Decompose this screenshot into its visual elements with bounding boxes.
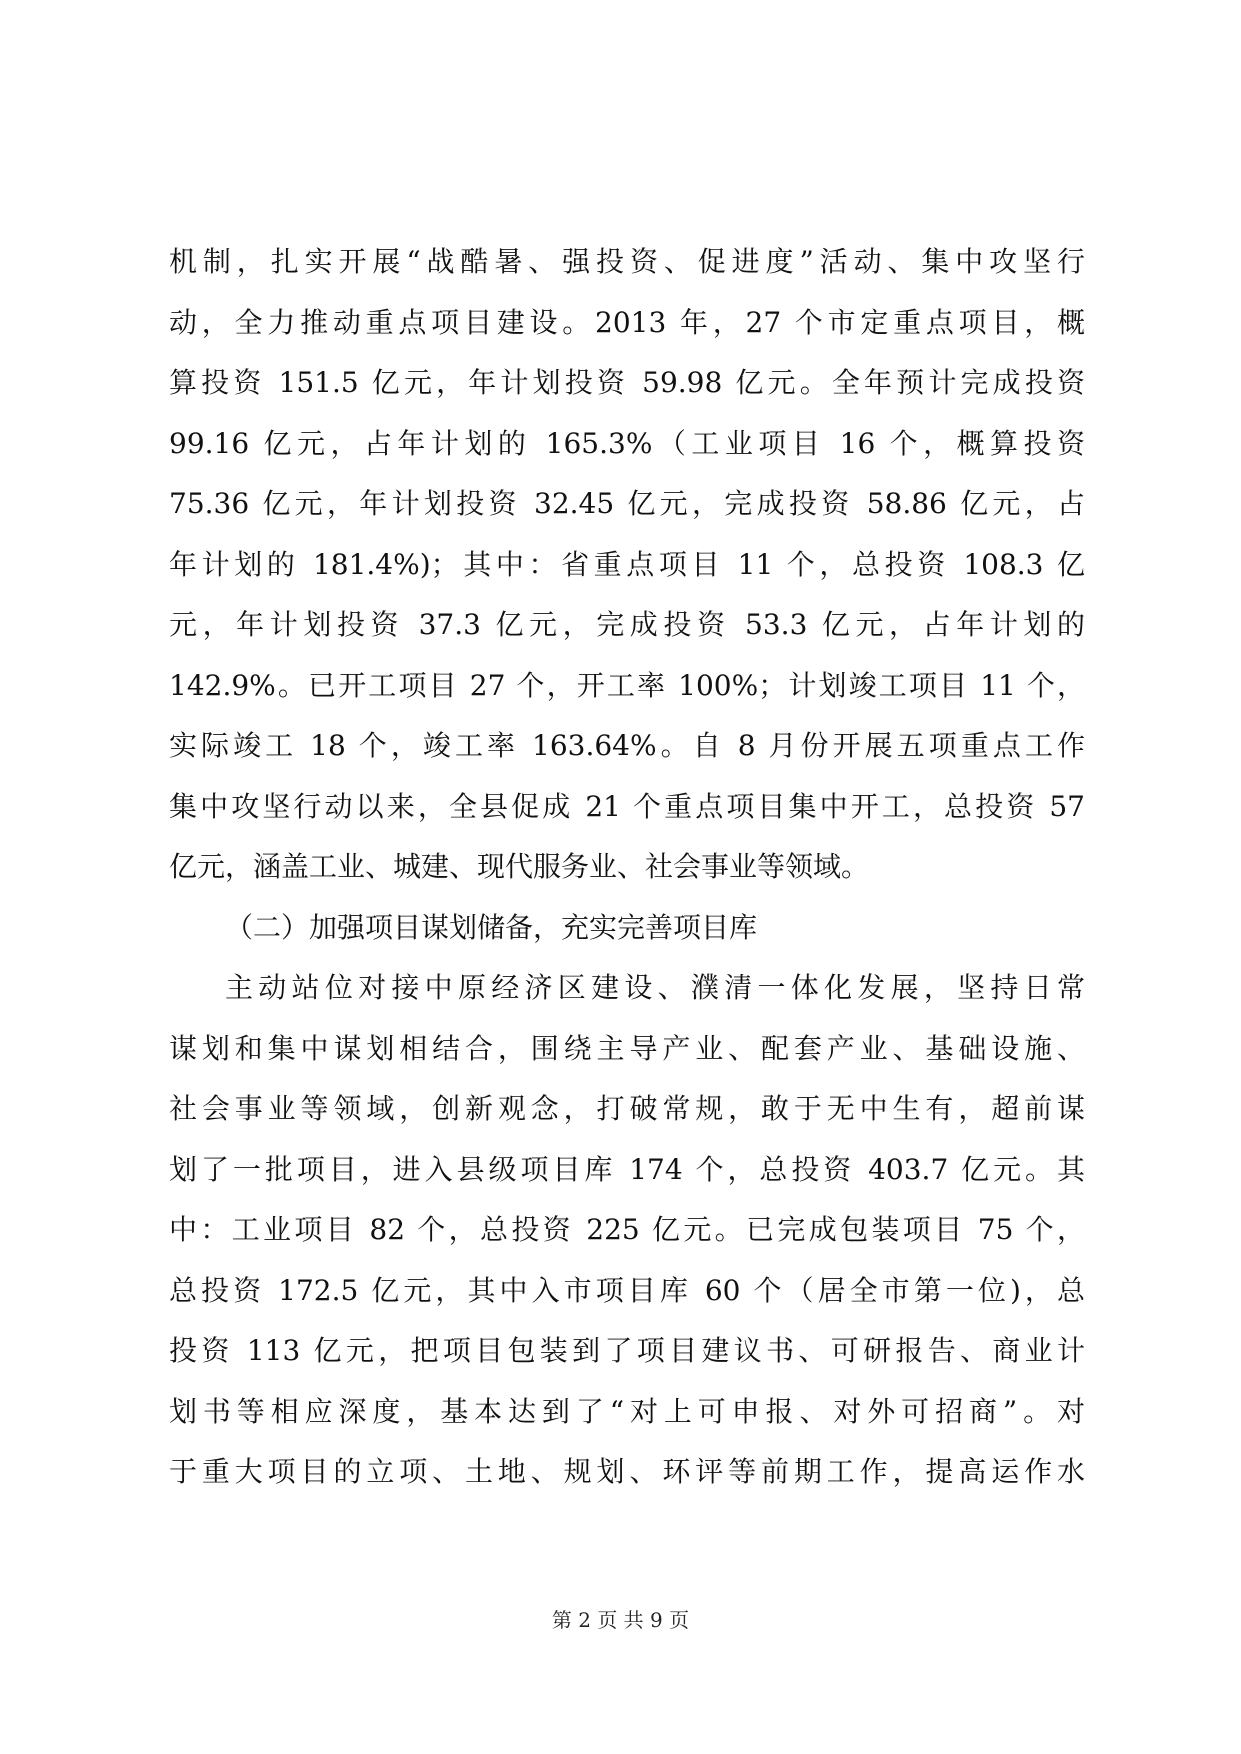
text-line: 算投资 151.5 亿元，年计划投资 59.98 亿元。全年预计完成投资 <box>169 366 1085 399</box>
text-line: 投资 113 亿元，把项目包装到了项目建议书、可研报告、商业计 <box>169 1334 1085 1367</box>
text-line: 谋划和集中谋划相结合，围绕主导产业、配套产业、基础设施、 <box>169 1031 1085 1065</box>
text-line: 75.36 亿元，年计划投资 32.45 亿元，完成投资 58.86 亿元，占 <box>169 487 1085 520</box>
text-line: 主动站位对接中原经济区建设、濮清一体化发展，坚持日常 <box>225 971 1085 1004</box>
text-line: 总投资 172.5 亿元，其中入市项目库 60 个（居全市第一位)，总 <box>169 1273 1085 1307</box>
text-line: 机制，扎实开展“战酷暑、强投资、促进度”活动、集中攻坚行 <box>169 245 1085 278</box>
text-line: 年计划的 181.4%)；其中：省重点项目 11 个，总投资 108.3 亿 <box>169 547 1085 581</box>
text-line: 集中攻坚行动以来，全县促成 21 个重点项目集中开工，总投资 57 <box>169 789 1085 823</box>
text-line: 划了一批项目，进入县级项目库 174 个，总投资 403.7 亿元。其 <box>169 1152 1085 1186</box>
text-line: 动，全力推动重点项目建设。2013 年，27 个市定重点项目，概 <box>169 305 1085 339</box>
body-text <box>169 232 1085 1503</box>
text-line: 亿元，涵盖工业、城建、现代服务业、社会事业等领域。 <box>169 850 870 883</box>
section-heading: （二）加强项目谋划储备，充实完善项目库 <box>225 910 758 944</box>
text-line: 142.9%。已开工项目 27 个，开工率 100%；计划竣工项目 11 个， <box>169 668 1085 702</box>
text-line: 社会事业等领域，创新观念，打破常规，敢于无中生有，超前谋 <box>169 1092 1085 1125</box>
text-line: 实际竣工 18 个，竣工率 163.64%。自 8 月份开展五项重点工作 <box>169 729 1085 762</box>
text-line: 元，年计划投资 37.3 亿元，完成投资 53.3 亿元，占年计划的 <box>169 608 1085 641</box>
page-footer: 第 2 页 共 9 页 <box>551 1608 690 1632</box>
text-line: 99.16 亿元，占年计划的 165.3%（工业项目 16 个，概算投资 <box>169 426 1085 460</box>
text-line: 划书等相应深度，基本达到了“对上可申报、对外可招商”。对 <box>169 1394 1085 1428</box>
text-line: 中：工业项目 82 个，总投资 225 亿元。已完成包装项目 75 个， <box>169 1213 1085 1246</box>
text-line: 于重大项目的立项、土地、规划、环评等前期工作，提高运作水 <box>169 1455 1085 1488</box>
